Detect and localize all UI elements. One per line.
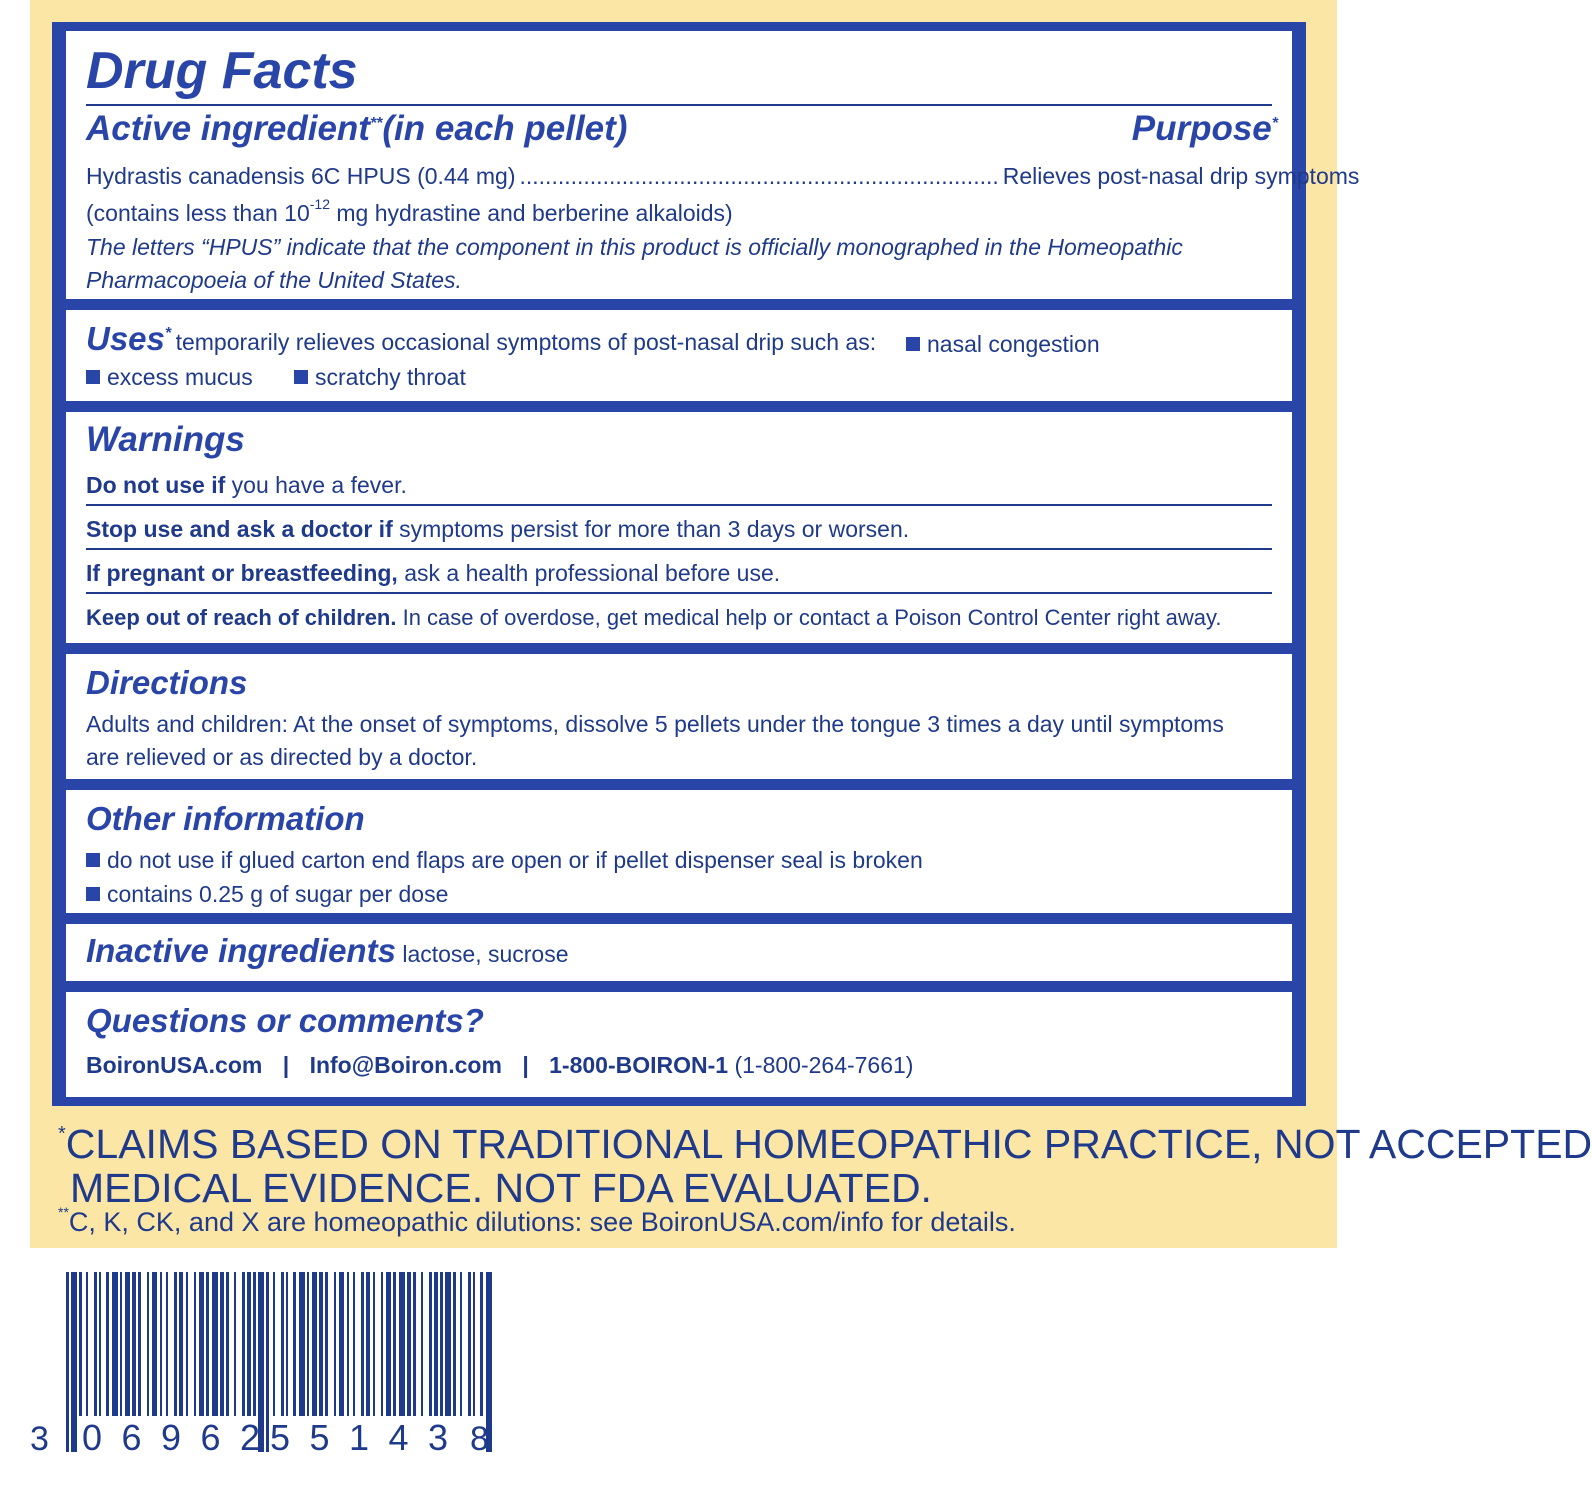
barcode-bar [381,1272,383,1416]
barcode-bar [253,1272,256,1416]
warning-row: Stop use and ask a doctor if symptoms persist for more than 3 days or worsen. [86,516,910,542]
barcode-bar [312,1272,317,1416]
phone-number: 1-800-BOIRON-1 [549,1052,729,1078]
barcode-bar [434,1272,438,1416]
uses-heading: Uses [86,320,165,357]
barcode-bar [319,1272,323,1416]
warning-rule [86,592,1272,594]
barcode-bar [286,1272,288,1416]
warning-rule [86,548,1272,550]
bullet-square-icon [86,853,100,867]
ingredient-purpose: Relieves post-nasal drip symptoms [1002,163,1360,189]
warning-row: Do not use if you have a fever. [86,472,407,498]
drug-facts-panel [52,22,1360,1106]
barcode-bar [366,1272,370,1416]
alkaloid-note: (contains less than $10^{-12}$ mg hydrastine and berberine alkaloids) [86,196,733,226]
barcode-bar [421,1272,423,1416]
barcode-bar [266,1272,269,1452]
barcode-bar [194,1272,196,1416]
barcode-bar [179,1272,183,1416]
barcode-bar [206,1272,209,1416]
barcode-bar [460,1272,462,1416]
barcode-bar [94,1272,97,1416]
title-rule [86,104,1272,106]
barcode [30,1272,500,1458]
barcode-bar [407,1272,411,1416]
inactive-ingredients-text: lactose, sucrose [395,941,569,967]
barcode-bar [234,1272,236,1416]
active-ingredient-section [66,31,1360,299]
barcode-bar [273,1272,275,1416]
hpus-note-line-2: Pharmacopoeia of the United States. [86,267,462,293]
barcode-bar [247,1272,251,1416]
barcode-bar [281,1272,284,1416]
barcode-bar [160,1272,162,1416]
directions-line-1: Adults and children: At the onset of symptoms, dissolve 5 pellets under the tongue 3 times a day until symptoms [86,711,1224,737]
barcode-bar [66,1272,69,1452]
bullet-square-icon [906,337,920,351]
warning-row: Keep out of reach of children. In case of overdose, get medical help or contact a Poison Control Center right away. [86,605,1222,630]
inactive-ingredients-section [66,924,1292,981]
website-link[interactable]: BoironUSA.com [86,1052,263,1078]
barcode-bar [293,1272,296,1416]
inactive-ingredients-line [86,932,569,970]
barcode-bar [226,1272,229,1416]
warning-row: If pregnant or breastfeeding, ask a health professional before use. [86,560,781,586]
other-information-heading: Other information [86,800,365,837]
uses-text: temporarily relieves occasional symptoms of post-nasal drip such as: [175,329,877,355]
barcode-bar [353,1272,355,1416]
other-information-section [66,790,1292,913]
uses-section [66,310,1292,401]
barcode-bar [473,1272,475,1416]
barcode-bar [429,1272,432,1416]
barcode-bar [480,1272,483,1416]
barcode-bar [453,1272,456,1416]
barcode-bar [361,1272,364,1416]
other-information-item: contains 0.25 g of sugar per dose [86,881,448,908]
ingredient-row [86,163,1360,190]
bullet-square-icon [294,370,308,384]
barcode-bar [393,1272,396,1416]
uses-item: excess mucus [86,364,253,391]
barcode-bar [71,1272,77,1452]
barcode-bar [468,1272,471,1416]
barcode-bar [199,1272,204,1416]
contact-line: BoironUSA.com | Info@Boiron.com | 1-800-BOIRON-1 (1-800-264-7661) [86,1052,914,1078]
claims-footnote: *CLAIMS BASED ON TRADITIONAL HOMEOPATHIC PRACTICE, NOT ACCEPTED MEDICAL EVIDENCE. NOT FDA EVALUATED. [58,1121,1592,1211]
barcode-bar [373,1272,375,1416]
uses-item: nasal congestion [906,331,1100,358]
purpose-heading: Purpose* [1131,109,1278,148]
barcode-bar [386,1272,391,1416]
barcode-bar [152,1272,157,1416]
dilution-footnote: **C, K, CK, and X are homeopathic dilutions: see BoironUSA.com/info for details. [58,1204,1016,1237]
questions-heading: Questions or comments? [86,1002,484,1039]
ingredient-name: Hydrastis canadensis 6C HPUS (0.44 mg) [86,163,516,189]
barcode-bar [325,1272,328,1416]
barcode-bar [220,1272,224,1416]
barcode-bar [106,1272,109,1416]
bullet-square-icon [86,887,100,901]
other-information-item: do not use if glued carton end flaps are open or if pellet dispenser seal is broken [86,847,923,874]
drug-facts-title: Drug Facts [86,42,358,100]
warning-rule [86,504,1272,506]
barcode-bar [86,1272,88,1416]
barcode-bar [132,1272,136,1416]
barcode-bar [399,1272,405,1416]
barcode-bar [147,1272,149,1416]
barcode-bar [120,1272,122,1416]
barcode-bar [212,1272,218,1416]
barcode-bar [138,1272,141,1416]
barcode-bar [307,1272,309,1416]
barcode-right-digit: 8 [470,1420,489,1458]
barcode-group-1: 06962 [82,1417,260,1458]
barcode-bar [299,1272,305,1416]
barcode-bar [99,1272,101,1416]
barcode-bar [413,1272,416,1416]
bullet-square-icon [86,370,100,384]
questions-section [66,992,1292,1097]
uses-line: Uses* temporarily relieves occasional symptoms of post-nasal drip such as: [86,320,877,357]
barcode-bar [445,1272,451,1416]
barcode-bar [174,1272,177,1416]
barcode-bar [186,1272,188,1416]
directions-section [66,654,1292,779]
barcode-bar [79,1272,82,1416]
barcode-bar [334,1272,336,1416]
directions-line-2: are relieved or as directed by a doctor. [86,744,478,770]
warnings-heading: Warnings [86,420,245,459]
leader-dots: ........................................................................... [519,163,999,189]
active-ingredient-heading: Active ingredient**(in each pellet) [86,109,628,148]
inactive-ingredients-heading: Inactive ingredients [86,932,396,969]
barcode-left-digit: 3 [30,1420,49,1458]
barcode-group-2: 55143 [270,1417,448,1458]
barcode-bar [125,1272,130,1416]
email-link[interactable]: Info@Boiron.com [309,1052,502,1078]
barcode-bar [347,1272,349,1416]
barcode-bar [440,1272,443,1416]
warnings-section [66,412,1292,643]
directions-heading: Directions [86,664,248,701]
hpus-note-line-1: The letters “HPUS” indicate that the component in this product is officially monographed in the Homeopathic [86,234,1183,260]
barcode-bar [112,1272,118,1416]
uses-item: scratchy throat [294,364,466,391]
barcode-bar [166,1272,168,1416]
barcode-bar [339,1272,344,1416]
barcode-bar [242,1272,245,1416]
